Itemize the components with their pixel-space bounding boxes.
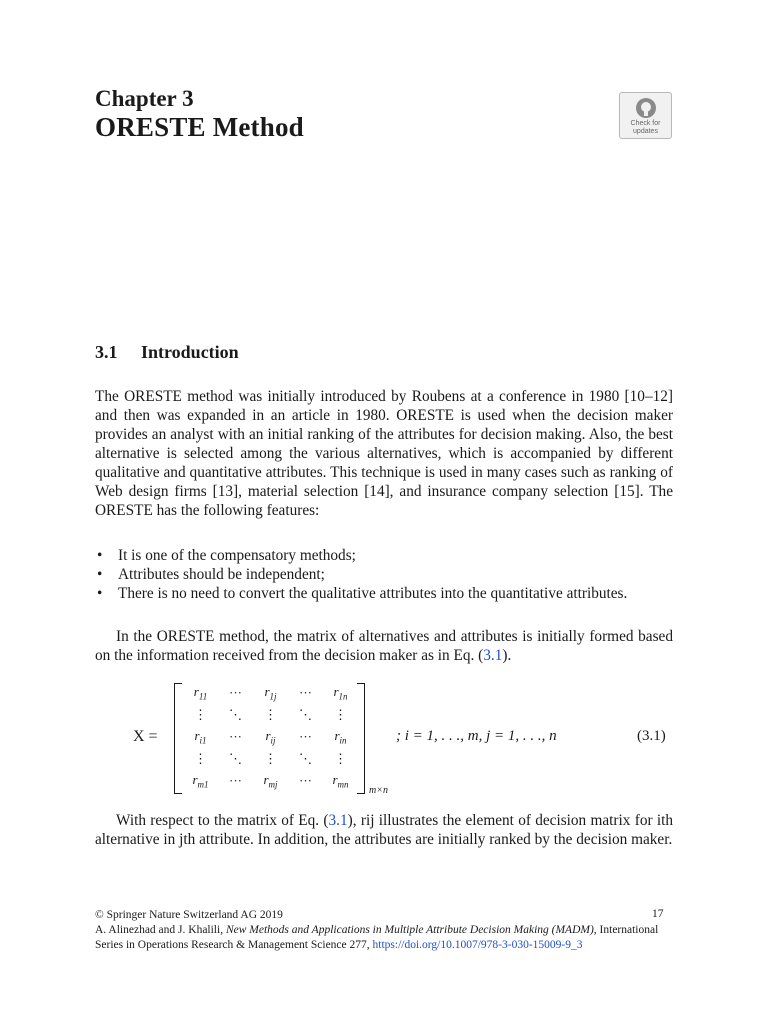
badge-label: Check for updates	[630, 120, 661, 135]
chapter-label: Chapter 3	[95, 86, 194, 111]
matrix-row	[183, 704, 358, 726]
copyright: © Springer Nature Switzerland AG 2019	[95, 909, 283, 921]
matrix-cell: ⋮	[194, 751, 207, 766]
matrix-cell: ⋱	[299, 751, 312, 766]
matrix-bracket-right	[357, 683, 365, 794]
matrix-cell: ···	[229, 729, 242, 744]
equation-lhs: X =	[133, 728, 158, 745]
matrix-cell: $r_{ij}$	[265, 728, 276, 746]
matrix-bracket-left	[174, 683, 182, 794]
bullet-icon: •	[97, 547, 103, 564]
intro-paragraph: The ORESTE method was initially introduced by Roubens at a conference in 1980 [10–12] and then was expanded in an article in 1980. ORESTE is used when the decision maker provides an analyst with an initial ranking of the attributes for decision making. Also, the best alternative is selected among the various alternatives, which is accompanied by different qualitative and quantitative attributes. This technique is used in many cases such as ranking of Web design firms [13], material selection [14], and insurance company selection [15]. The ORESTE has the following features:	[95, 388, 673, 519]
matrix-explanation-paragraph: With respect to the matrix of Eq. (3.1), rij illustrates the element of decision matrix for ith alternative in jth attribute. In addition, the attributes are initially ranked by the decision maker.	[95, 812, 673, 848]
matrix-cell: ···	[229, 685, 242, 700]
check-for-updates-badge[interactable]	[619, 92, 672, 139]
bullet-icon: •	[97, 585, 103, 602]
matrix-cell: ···	[299, 729, 312, 744]
section-title: Introduction	[141, 342, 239, 362]
decision-matrix	[183, 682, 358, 792]
matrix-cell: ···	[229, 773, 242, 788]
matrix-cell: ⋱	[229, 751, 242, 766]
matrix-cell: ⋮	[194, 707, 207, 722]
matrix-cell: $r_{1j}$	[264, 684, 277, 702]
page-number: 17	[652, 908, 664, 920]
list-item: • Attributes should be independent;	[97, 566, 325, 583]
feature-list	[95, 546, 673, 603]
equation-condition: ; i = 1, . . ., m, j = 1, . . ., n	[396, 728, 557, 744]
matrix-cell: $r_{11}$	[193, 684, 208, 702]
citation: A. Alinezhad and J. Khalili, New Methods and Applications in Multiple Attribute Decision Making (MADM), International Series in Operations Research & Management Science 277, https://doi.org/10.1007/978-3-030-15009-9_3	[95, 924, 659, 951]
section-number: 3.1	[95, 342, 118, 362]
matrix-dimension: m×n	[369, 785, 388, 796]
matrix-cell: $r_{m1}$	[192, 772, 209, 790]
doi-link[interactable]: https://doi.org/10.1007/978-3-030-15009-9_3	[372, 939, 583, 951]
equation-ref-link[interactable]: 3.1	[328, 812, 348, 829]
list-item: • It is one of the compensatory methods;	[97, 547, 356, 564]
matrix-row	[183, 748, 358, 770]
section-heading	[95, 342, 239, 363]
matrix-cell: ⋮	[334, 707, 347, 722]
matrix-cell: $r_{in}$	[334, 728, 347, 746]
matrix-cell: ···	[299, 773, 312, 788]
matrix-cell: ⋮	[264, 707, 277, 722]
matrix-cell: $r_{i1}$	[194, 728, 207, 746]
list-item: • There is no need to convert the qualitative attributes into the quantitative attributes.	[97, 585, 628, 602]
bullet-icon: •	[97, 566, 103, 583]
matrix-row	[183, 770, 358, 792]
equation-number: (3.1)	[637, 728, 666, 744]
matrix-cell: $r_{mj}$	[263, 772, 278, 790]
chapter-title: ORESTE Method	[95, 112, 304, 142]
footer	[95, 908, 673, 953]
matrix-cell: $r_{1n}$	[333, 684, 348, 702]
matrix-cell: ···	[299, 685, 312, 700]
matrix-row	[183, 726, 358, 748]
book-title: New Methods and Applications in Multiple Attribute Decision Making (MADM)	[225, 924, 594, 936]
matrix-cell: ⋮	[264, 751, 277, 766]
equation-ref-link[interactable]: 3.1	[483, 647, 503, 664]
matrix-intro-paragraph: In the ORESTE method, the matrix of alternatives and attributes is initially formed based on the information received from the decision maker as in Eq. (3.1).	[95, 628, 673, 664]
matrix-row	[183, 682, 358, 704]
check-for-updates-icon	[634, 96, 658, 120]
matrix-cell: ⋱	[229, 707, 242, 722]
matrix-cell: ⋱	[299, 707, 312, 722]
matrix-cell: ⋮	[334, 751, 347, 766]
matrix-cell: $r_{mn}$	[332, 772, 349, 790]
